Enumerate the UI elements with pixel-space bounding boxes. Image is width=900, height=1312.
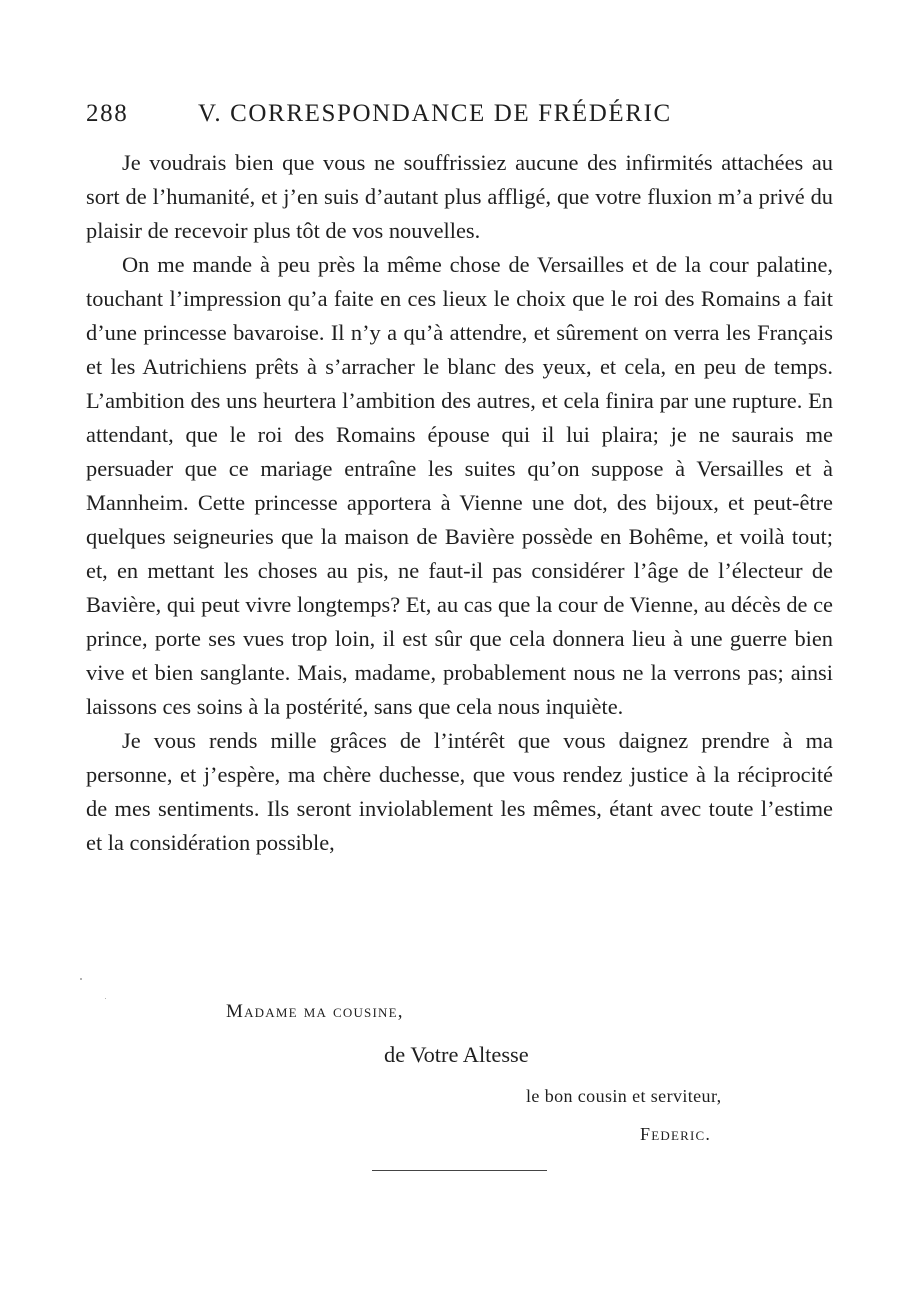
paragraph: Je vous rends mille grâces de l’intérêt que vous daignez prendre à ma personne, et j’espère, ma chère duchesse, que vous rendez justice à la réciprocité de mes sentiments. Ils seront inviolablement les mêmes, étant avec toute l’estime et la considération possible,: [86, 728, 833, 855]
signature: Federic.: [640, 1124, 712, 1144]
letter-body: [86, 146, 833, 860]
print-speck: [80, 978, 82, 980]
page-number: 288: [86, 100, 129, 127]
closing-formula: de Votre Altesse: [384, 1042, 529, 1067]
paragraph: Je voudrais bien que vous ne souffrissiez aucune des infirmités attachées au sort de l’humanité, et j’en suis d’autant plus affligé, que votre fluxion m’a privé du plaisir de recevoir plus tôt de vos nouvelles.: [86, 150, 833, 243]
paragraph: On me mande à peu près la même chose de Versailles et de la cour palatine, touchant l’impression qu’a faite en ces lieux le choix que le roi des Romains a fait d’une princesse bavaroise. Il n’y a qu’à attendre, et sûrement on verra les Français et les Autrichiens prêts à s’arracher le blanc des yeux, et cela, en peu de temps. L’ambition des uns heurtera l’ambition des autres, et cela finira par une rupture. En attendant, que le roi des Romains épouse qui il lui plaira; je ne saurais me persuader que ce mariage entraîne les suites qu’on suppose à Versailles et à Mannheim. Cette princesse apportera à Vienne une dot, des bijoux, et peut-être quelques seigneuries que la maison de Bavière possède en Bohême, et voilà tout; et, en mettant les choses au pis, ne faut-il pas considérer l’âge de l’électeur de Bavière, qui peut vivre longtemps? Et, au cas que la cour de Vienne, au décès de ce prince, porte ses vues trop loin, il est sûr que cela donnera lieu à une guerre bien vive et bien sanglante. Mais, madame, probablement nous ne la verrons pas; ainsi laissons ces soins à la postérité, sans que cela nous inquiète.: [86, 252, 833, 719]
end-rule: [372, 1170, 547, 1171]
print-speck: [105, 998, 106, 999]
salutation: Madame ma cousine,: [226, 1001, 404, 1022]
running-header: [86, 100, 726, 136]
closing-servant: le bon cousin et serviteur,: [526, 1086, 722, 1106]
running-title: V. CORRESPONDANCE DE FRÉDÉRIC: [198, 100, 672, 127]
